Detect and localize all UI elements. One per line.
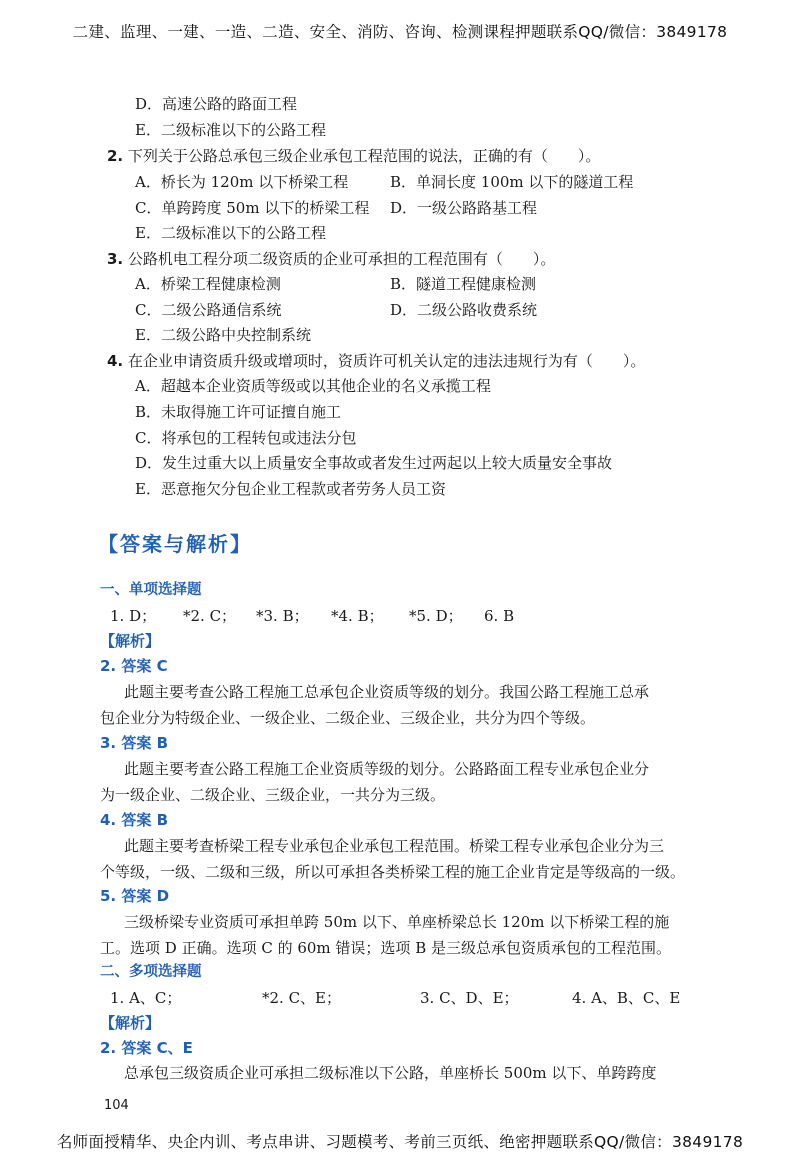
multi-choice-heading: 二、多项选择题 — [100, 964, 202, 980]
explanation-2-line1: 此题主要考查公路工程施工总承包企业资质等级的划分。我国公路工程施工总承 — [124, 683, 650, 701]
question-3 — [107, 249, 555, 269]
explanation-5-line2: 工。选项 D 正确。选项 C 的 60m 错误；选项 B 是三级总承包资质承包的工程范围。 — [100, 939, 671, 957]
single-answer-4: *4. B； — [331, 607, 384, 625]
multi-answer-1: 1. A、C； — [110, 989, 182, 1007]
q4-option-a: A．超越本企业资质等级或以其他企业的名义承揽工程 — [135, 377, 491, 395]
multi-answer-4: 4. A、B、C、E — [572, 989, 681, 1007]
q4-option-e: E．恶意拖欠分包企业工程款或者劳务人员工资 — [135, 480, 446, 498]
explanation-3-head: 3. 答案 B — [100, 734, 169, 752]
explanation-4-line1: 此题主要考查桥梁工程专业承包企业承包工程范围。桥梁工程专业承包企业分为三 — [124, 837, 665, 855]
single-answer-6: 6. B — [484, 607, 515, 625]
explanation-2-line2: 包企业分为特级企业、一级企业、二级企业、三级企业，共分为四个等级。 — [100, 709, 596, 727]
q4-option-c: C．将承包的工程转包或违法分包 — [135, 429, 357, 447]
question-stem: 下列关于公路总承包三级企业承包工程范围的说法，正确的有（ ）。 — [127, 147, 601, 165]
carry-option-e: E．二级标准以下的公路工程 — [135, 121, 326, 139]
page-number: 104 — [104, 1098, 129, 1113]
q3-option-b: B．隧道工程健康检测 — [390, 275, 537, 293]
single-answer-5: *5. D； — [409, 607, 463, 625]
explanation-2-head: 2. 答案 C — [100, 657, 168, 675]
multi-answer-2: *2. C、E； — [262, 989, 342, 1007]
single-answer-3: *3. B； — [256, 607, 309, 625]
multi-explanation-2-line1: 总承包三级资质企业可承担二级标准以下公路，单座桥长 500m 以下、单跨跨度 — [124, 1064, 657, 1082]
q3-option-d: D．二级公路收费系统 — [390, 301, 538, 319]
q2-option-d: D．一级公路路基工程 — [390, 199, 538, 217]
q2-option-c: C．单跨跨度 50m 以下的桥梁工程 — [135, 199, 370, 217]
bottom-banner: 名师面授精华、央企内训、考点串讲、习题模考、考前三页纸、绝密押题联系QQ/微信：3849178 — [56, 1133, 744, 1151]
multi-answer-3: 3. C、D、E； — [420, 989, 519, 1007]
question-stem: 公路机电工程分项二级资质的企业可承担的工程范围有（ ）。 — [127, 250, 556, 268]
q3-option-a: A．桥梁工程健康检测 — [135, 275, 281, 293]
single-choice-heading: 一、单项选择题 — [100, 582, 202, 598]
multi-explanation-2-head: 2. 答案 C、E — [100, 1039, 193, 1057]
carry-option-d: D．高速公路的路面工程 — [135, 95, 298, 113]
question-number: 2. — [107, 147, 124, 165]
q2-option-a: A．桥长为 120m 以下桥梁工程 — [135, 173, 349, 191]
q2-option-b: B．单洞长度 100m 以下的隧道工程 — [390, 173, 634, 191]
single-answer-1: 1. D； — [110, 607, 157, 625]
q3-option-c: C．二级公路通信系统 — [135, 301, 282, 319]
q4-option-b: B．未取得施工许可证擅自施工 — [135, 403, 342, 421]
explanation-5-line1: 三级桥梁专业资质可承担单跨 50m 以下、单座桥梁总长 120m 以下桥梁工程的施 — [124, 913, 670, 931]
single-jiexi-label: 【解析】 — [100, 632, 161, 650]
answers-title: 【答案与解析】 — [98, 532, 252, 556]
explanation-3-line2: 为一级企业、二级企业、三级企业，一共分为三级。 — [100, 786, 446, 804]
question-number: 4. — [107, 352, 124, 370]
explanation-3-line1: 此题主要考查公路工程施工企业资质等级的划分。公路路面工程专业承包企业分 — [124, 760, 650, 778]
q4-option-d: D．发生过重大以上质量安全事故或者发生过两起以上较大质量安全事故 — [135, 454, 613, 472]
top-banner: 二建、监理、一建、一造、二造、安全、消防、咨询、检测课程押题联系QQ/微信：3849178 — [72, 23, 728, 41]
single-answer-2: *2. C； — [183, 607, 237, 625]
q3-option-e: E．二级公路中央控制系统 — [135, 326, 311, 344]
explanation-4-head: 4. 答案 B — [100, 811, 169, 829]
explanation-4-line2: 个等级，一级、二级和三级，所以可承担各类桥梁工程的施工企业肯定是等级高的一级。 — [100, 863, 686, 881]
question-stem: 在企业申请资质升级或增项时，资质许可机关认定的违法违规行为有（ ）。 — [127, 352, 646, 370]
q2-option-e: E．二级标准以下的公路工程 — [135, 224, 326, 242]
explanation-5-head: 5. 答案 D — [100, 887, 170, 905]
multi-jiexi-label: 【解析】 — [100, 1014, 161, 1032]
question-number: 3. — [107, 250, 124, 268]
question-2 — [107, 146, 600, 166]
question-4 — [107, 351, 645, 371]
